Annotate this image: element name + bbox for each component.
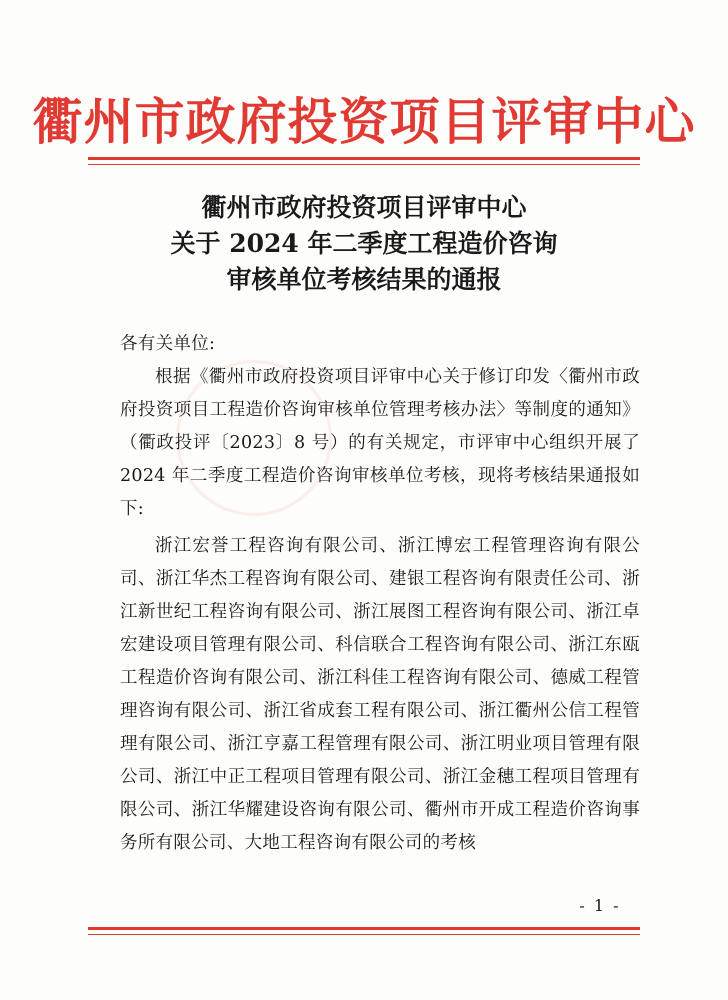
document-body — [120, 328, 640, 860]
title-line-3: 审核单位考核结果的通报 — [226, 265, 502, 294]
footer-rule-thick — [88, 927, 640, 930]
salutation: 各有关单位: — [120, 334, 216, 354]
paragraph-intro: 根据《衢州市政府投资项目评审中心关于修订印发〈衢州市政府投资项目工程造价咨询审核单位管理考核办法〉等制度的通知》（衢政投评〔2023〕8 号）的有关规定，市评审中心组织开展了 2024 年二季度工程造价咨询审核单位考核，现将考核结果通报如下: — [120, 367, 640, 519]
footer-rule-thin — [88, 934, 640, 935]
title-line-2: 关于 2024 年二季度工程造价咨询 — [170, 229, 558, 258]
masthead-rule-thick — [88, 157, 640, 160]
page-number: - 1 - — [579, 896, 621, 915]
masthead-rule-thin — [88, 164, 640, 165]
document-title — [0, 190, 728, 298]
paragraph-company-list: 浙江宏誉工程咨询有限公司、浙江博宏工程管理咨询有限公司、浙江华杰工程咨询有限公司、建银工程咨询有限责任公司、浙江新世纪工程咨询有限公司、浙江展图工程咨询有限公司、浙江卓宏建设项目管理有限公司、科信联合工程咨询有限公司、浙江东瓯工程造价咨询有限公司、浙江科佳工程咨询有限公司、德威工程管理咨询有限公司、浙江省成套工程有限公司、浙江衢州公信工程管理有限公司、浙江亨嘉工程管理有限公司、浙江明业项目管理有限公司、浙江中正工程项目管理有限公司、浙江金穗工程项目管理有限公司、浙江华耀建设咨询有限公司、衢州市开成工程造价咨询事务所有限公司、大地工程咨询有限公司的考核 — [120, 536, 640, 853]
masthead-title: 衢州市政府投资项目评审中心 — [32, 92, 696, 151]
title-line-1: 衢州市政府投资项目评审中心 — [201, 193, 527, 222]
